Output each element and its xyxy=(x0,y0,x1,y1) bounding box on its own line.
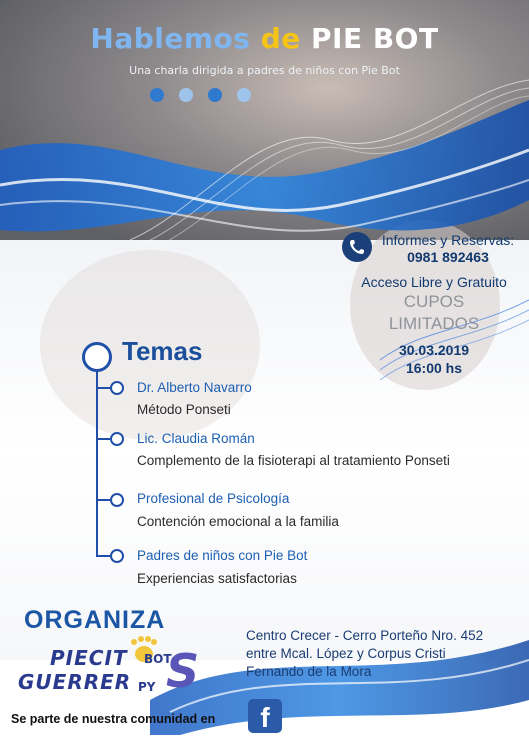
temas-heading: Temas xyxy=(122,336,203,366)
timeline-connector xyxy=(96,499,110,501)
event-time: 16:00 hs xyxy=(405,360,463,376)
timeline-bullet xyxy=(110,432,124,446)
timeline-connector xyxy=(96,438,110,440)
page-subtitle: Una charla dirigida a padres de niños con Pie Bot xyxy=(129,64,400,77)
dot-4 xyxy=(237,88,251,102)
organiza-heading: ORGANIZA xyxy=(24,606,166,634)
address-line2: entre Mcal. López y Corpus Cristi xyxy=(246,646,446,661)
tema-speaker-4: Padres de niños con Pie Bot xyxy=(137,548,308,563)
timeline-bullet xyxy=(110,549,124,563)
title-word-piebot: PIE BOT xyxy=(311,22,439,55)
tema-speaker-3: Profesional de Psicología xyxy=(137,491,290,506)
dot-1 xyxy=(150,88,164,102)
cupos-line2: LIMITADOS xyxy=(388,314,480,333)
tema-topic-3: Contención emocional a la familia xyxy=(137,514,339,529)
logo-bot: BOT xyxy=(144,652,172,666)
acceso-label: Acceso Libre y Gratuito xyxy=(361,274,507,290)
address-line1: Centro Crecer - Cerro Porteño Nro. 452 xyxy=(246,628,484,643)
facebook-icon[interactable]: f xyxy=(248,699,282,733)
cupos-line1: CUPOS xyxy=(403,292,465,311)
informes-label: Informes y Reservas: xyxy=(381,232,515,248)
timeline-bullet xyxy=(110,493,124,507)
timeline-connector xyxy=(96,555,110,557)
piecitos-guerreros-logo xyxy=(14,640,200,706)
page-title xyxy=(0,22,529,55)
logo-s: S xyxy=(166,644,200,698)
logo-text-line2: GUERRER xyxy=(18,670,132,694)
timeline-line xyxy=(96,370,98,556)
dot-2 xyxy=(179,88,193,102)
community-text: Se parte de nuestra comunidad en xyxy=(11,712,216,726)
tema-topic-2: Complemento de la fisioterapi al tratamiento Ponseti xyxy=(137,453,450,468)
logo-py: PY xyxy=(138,680,156,694)
temas-circle-icon xyxy=(82,342,112,372)
timeline-bullet xyxy=(110,381,124,395)
venue-address xyxy=(246,627,483,681)
address-line3: Fernando de la Mora xyxy=(246,664,372,679)
tema-topic-1: Método Ponseti xyxy=(137,402,231,417)
tema-speaker-1: Dr. Alberto Navarro xyxy=(137,380,252,395)
tema-topic-4: Experiencias satisfactorias xyxy=(137,571,297,586)
logo-text-line1: PIECIT xyxy=(50,646,128,670)
info-panel xyxy=(340,232,528,376)
dot-3 xyxy=(208,88,222,102)
decorative-dots xyxy=(150,88,251,102)
tema-speaker-2: Lic. Claudia Román xyxy=(137,431,255,446)
title-word-de: de xyxy=(260,22,301,55)
title-word-hablemos: Hablemos xyxy=(90,22,251,55)
event-date: 30.03.2019 xyxy=(398,342,470,358)
timeline-connector xyxy=(96,387,110,389)
phone-number: 0981 892463 xyxy=(407,249,489,265)
